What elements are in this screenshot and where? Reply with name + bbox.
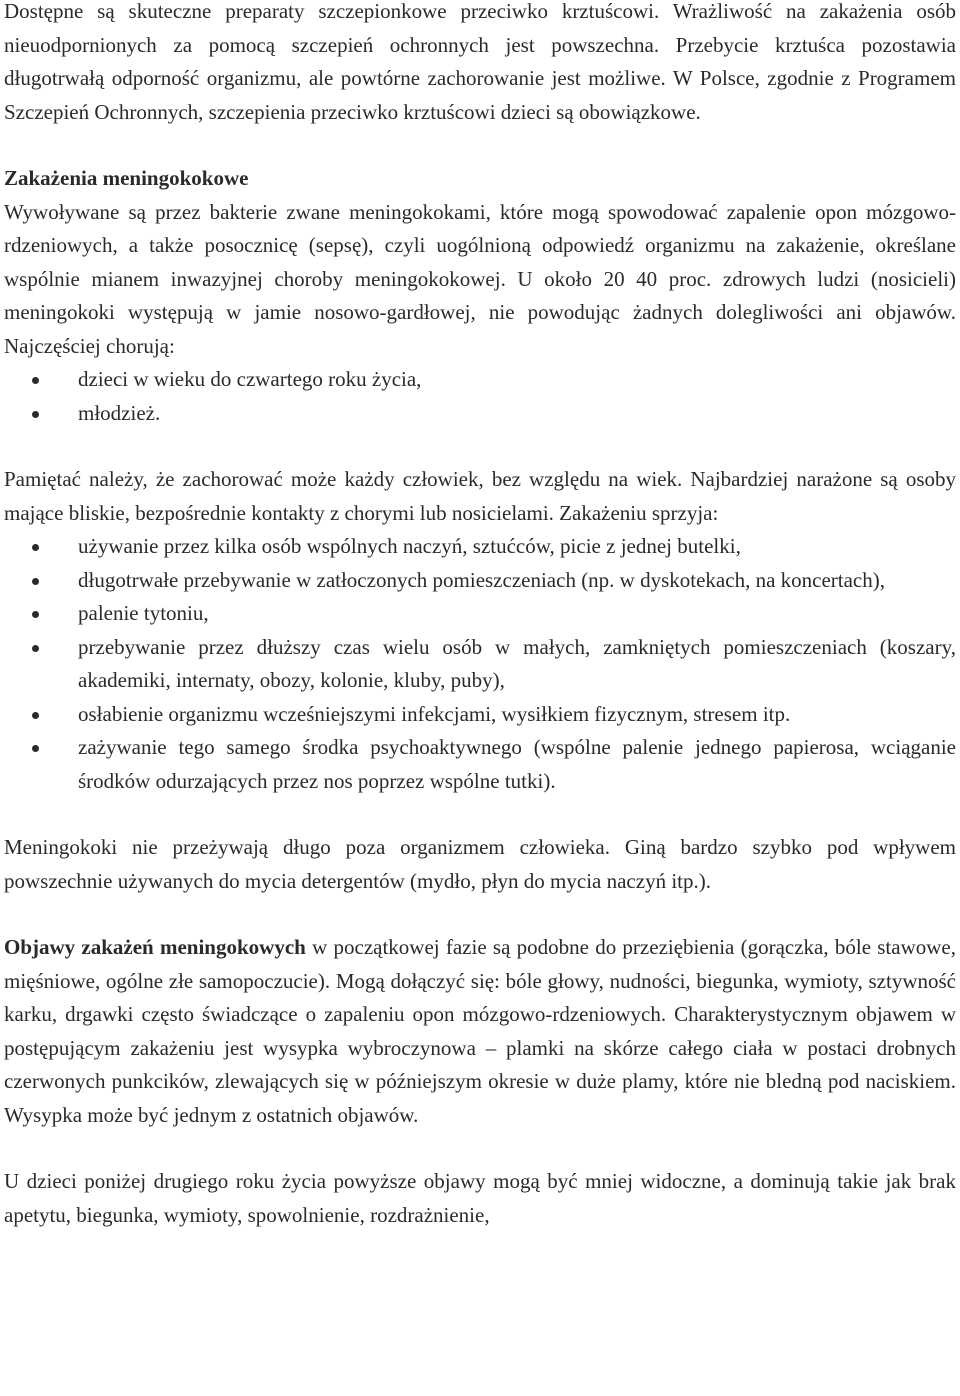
symptoms-text: w początkowej fazie są podobne do przeziębienia (gorączka, bóle stawowe, mięśniowe, ogólne złe samopoczucie). Mogą dołączyć się: bóle głowy, nudności, biegunka, wymioty, sztywność karku, drgawki często świadczące o zapaleniu opon mózgowo-rdzeniowych. Charakterystycznym objawem w postępującym zakażeniu jest wysypka wybroczynowa – plamki na skórze całego ciała w postaci drobnych czerwonych punkcików, zlewających się w późniejszym okresie w duże plamy, które nie bledną pod naciskiem. Wysypka może być jednym z ostatnich objawów. bbox=[4, 935, 956, 1127]
paragraph-pertussis-vaccination: Dostępne są skuteczne preparaty szczepionkowe przeciwko krztuścowi. Wrażliwość na zakażenia osób nieuodpornionych za pomocą szczepień ochronnych jest powszechna. Przebycie krztuśca pozostawia długotrwałą odporność organizmu, ale powtórne zachorowanie jest możliwe. W Polsce, zgodnie z Programem Szczepień Ochronnych, szczepienia przeciwko krztuścowi dzieci są obowiązkowe. bbox=[4, 0, 956, 124]
bullet-icon bbox=[32, 411, 39, 418]
paragraph-meningococcal-intro: Wywoływane są przez bakterie zwane meningokokami, które mogą spowodować zapalenie opon mózgowo-rdzeniowych, a także posocznicę (sepsę), czyli uogólnioną odpowiedź organizmu na zakażenie, określane wspólnie mianem inwazyjnej choroby meningokokowej. U około 20 40 proc. zdrowych ludzi (nosicieli) meningokoki występują w jamie nosowo-gardłowej, nie powodując żadnych dolegliwości ani objawów. Najczęściej chorują: bbox=[4, 199, 956, 358]
list-item bbox=[4, 530, 956, 564]
bullet-icon bbox=[32, 712, 39, 719]
bullet-icon bbox=[32, 611, 39, 618]
list-item-text: zażywanie tego samego środka psychoaktywnego (wspólne palenie jednego papierosa, wciąganie środków odurzających przez nos poprzez wspólne tutki). bbox=[78, 735, 956, 793]
paragraph-children-symptoms: U dzieci poniżej drugiego roku życia powyższe objawy mogą być mniej widoczne, a dominują takie jak brak apetytu, biegunka, wymioty, spowolnienie, rozdrażnienie, bbox=[4, 1169, 956, 1227]
spacer bbox=[4, 798, 956, 831]
list-item-text: długotrwałe przebywanie w zatłoczonych pomieszczeniach (np. w dyskotekach, na koncertach), bbox=[78, 567, 885, 592]
list-item bbox=[4, 698, 956, 732]
spacer bbox=[4, 1132, 956, 1165]
bullet-icon bbox=[32, 377, 39, 384]
list-item bbox=[4, 564, 956, 598]
list-item-text: dzieci w wieku do czwartego roku życia, bbox=[78, 367, 422, 391]
spacer bbox=[4, 430, 956, 463]
list-item bbox=[4, 731, 956, 798]
spacer bbox=[4, 129, 956, 162]
list-item-text: palenie tytoniu, bbox=[78, 601, 209, 625]
spacer bbox=[4, 898, 956, 931]
risk-factors-list bbox=[4, 530, 956, 798]
bullet-icon bbox=[32, 645, 39, 652]
paragraph-meningococci-survival: Meningokoki nie przeżywają długo poza organizmem człowieka. Giną bardzo szybko pod wpływem powszechnie używanych do mycia detergentów (mydło, płyn do mycia naczyń itp.). bbox=[4, 835, 956, 893]
list-item bbox=[4, 363, 956, 397]
list-item-text: używanie przez kilka osób wspólnych naczyń, sztućców, picie z jednej butelki, bbox=[78, 534, 741, 558]
paragraph-risk-factors-intro: Pamiętać należy, że zachorować może każdy człowiek, bez względu na wiek. Najbardziej narażone są osoby mające bliskie, bezpośrednie kontakty z chorymi lub nosicielami. Zakażeniu sprzyja: bbox=[4, 467, 956, 525]
risk-groups-list bbox=[4, 363, 956, 430]
list-item bbox=[4, 597, 956, 631]
document-page bbox=[4, 0, 956, 1232]
paragraph-symptoms bbox=[4, 931, 956, 1132]
bullet-icon bbox=[32, 544, 39, 551]
list-item-text: przebywanie przez dłuższy czas wielu osób w małych, zamkniętych pomieszczeniach (koszary, akademiki, internaty, obozy, kolonie, kluby, puby), bbox=[78, 634, 956, 692]
section-heading-meningococcal: Zakażenia meningokokowe bbox=[4, 166, 249, 190]
list-item-text: młodzież. bbox=[78, 400, 161, 425]
bullet-icon bbox=[32, 745, 39, 752]
list-item bbox=[4, 397, 956, 431]
bullet-icon bbox=[32, 578, 39, 585]
list-item bbox=[4, 631, 956, 698]
list-item-text: osłabienie organizmu wcześniejszymi infekcjami, wysiłkiem fizycznym, stresem itp. bbox=[78, 701, 791, 726]
symptoms-heading: Objawy zakażeń meningokowych bbox=[4, 935, 306, 959]
